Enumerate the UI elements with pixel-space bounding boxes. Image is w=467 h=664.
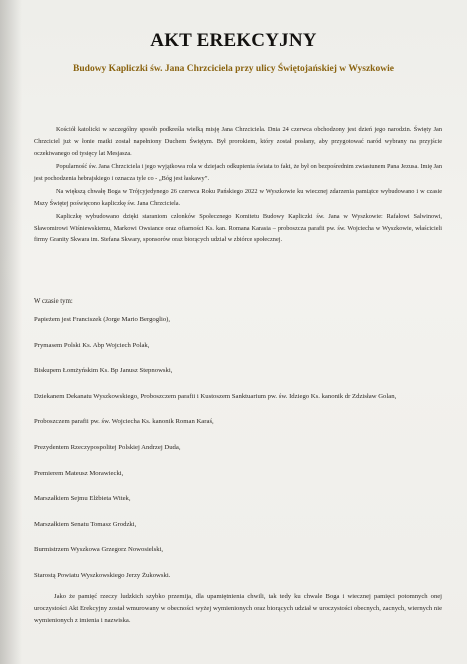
list-item: Starostą Powiatu Wyszkowskiego Jerzy Żukowski. [34,571,171,579]
document-title: AKT EREKCYJNY [150,30,317,51]
list-item: Burmistrzem Wyszkowa Grzegorz Nowosielski, [34,546,164,554]
list-item: Marszałkiem Senatu Tomasz Grodzki, [34,520,137,528]
closing-paragraph: Jako że pamięć rzeczy ludzkich szybko przemija, dla upamiętnienia chwili, tak tedy ku chwale Boga i wiecznej pamięci potomnych onej uroczystości Akt Erekcyjny został wmurowany w obecności wyżej wymienionych oraz biorących udział w uroczystości obecnych, zacnych, wiernych nie wymienionych z imienia i nazwiska. [34,593,442,624]
list-item: Proboszczem parafii pw. św. Wojciecha Ks. kanonik Roman Karaś, [34,418,214,426]
paragraph: Kapliczkę wybudowano dzięki staraniom członków Społecznego Komitetu Budowy Kapliczki św. Jana w Wyszkowie: Rafałowi Salwinowi, Sławomirowi Wiśniewskiemu, Markowi Owsiance oraz ofiarności Ks. kan. Romana Karasia – proboszcza parafii pw. św. Wojciecha w Wyszkowie, właścicieli firmy Granity Skwara im. Stefana Skwary, sponsorów oraz biorących udział w zbiórce społecznej. [34,212,442,244]
paragraph: Na większą chwałę Boga w Trójcyjedynego 26 czerwca Roku Pańskiego 2022 w Wyszkowie ku wiecznej zdarzenia pamiątce wybudowano i w czasie Mszy Świętej poświęcono kapliczkę św. Jana Chrzciciela. [34,187,442,207]
intro-section [34,124,442,248]
list-item: Papieżem jest Franciszek (Jorge Mario Bergoglio), [34,316,171,323]
list-item: Marszałkiem Sejmu Elżbieta Witek, [34,495,131,503]
list-item: Biskupem Łomżyńskim Ks. Bp Janusz Stepnowski, [34,367,173,375]
list-item: Premierem Mateusz Morawiecki, [34,469,124,477]
dignitaries-list [34,314,434,596]
list-item: Dziekanem Dekanatu Wyszkowskiego, Proboszczem parafii i Kustoszem Sanktuarium pw. św. Idziego Ks. kanonik dr Zdzisław Golan, [34,392,397,400]
list-item: Prezydentem Rzeczypospolitej Polskiej Andrzej Duda, [34,443,181,451]
paragraph: Popularność św. Jana Chrzciciela i jego wyjątkowa rola w dziejach odkupienia świata to fakt, że był on bezpośrednim zwiastunem Pana Jezusa. Imię Jan jest pochodzenia hebrajskiego i oznacza tyle co - „Bóg jest łaskawy”. [34,162,442,182]
list-heading: W czasie tym: [34,298,73,305]
paragraph: Kościół katolicki w szczególny sposób podkreśla wielką misję Jana Chrzciciela. Dnia 24 czerwca obchodzony jest dzień jego narodzin. Święty Jan Chrzciciel już w łonie matki został napełniony Duchem Świętym. Był prorokiem, który został posłany, aby przygotować naród wybrany na przyjście oczekiwanego od tysięcy lat Mesjasza. [34,126,442,157]
document-subtitle: Budowy Kapliczki św. Jana Chrzciciela przy ulicy Świętojańskiej w Wyszkowie [73,64,394,74]
list-item: Prymasem Polski Ks. Abp Wojciech Polak, [34,341,150,349]
page-shadow [0,0,22,664]
